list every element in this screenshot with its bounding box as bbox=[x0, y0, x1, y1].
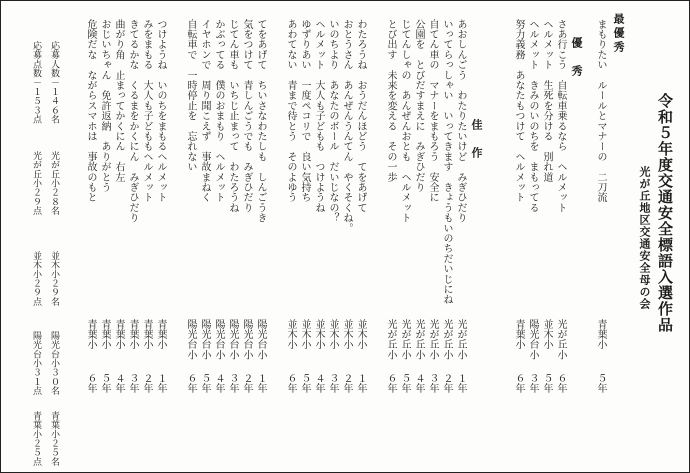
school-name: 並木小 bbox=[299, 319, 310, 350]
slogan-text: あおしんごう わたりたいけど みぎひだり bbox=[455, 19, 466, 223]
grade-label: ６年 bbox=[555, 373, 566, 394]
section-heading-excellent: 優 秀 bbox=[570, 37, 583, 79]
school-name: 青葉小 bbox=[155, 319, 166, 350]
grade-label: ５年 bbox=[299, 373, 310, 394]
entries-school: 並木小２９点 bbox=[31, 251, 41, 307]
slogan-text: あわてない 青まで待とう そのよゆう bbox=[285, 19, 296, 203]
school-name: 青葉小 bbox=[99, 319, 110, 350]
school-name: 陽光台小 bbox=[255, 319, 266, 360]
slogan-text: 公園を とびだすまえに みぎひだり bbox=[413, 19, 424, 193]
school-name: 陽光台小 bbox=[227, 319, 238, 360]
slogan-text: じてん車も いちじ止まって わたろうね bbox=[227, 19, 238, 213]
grade-label: ３年 bbox=[227, 373, 238, 394]
grade-label: ３年 bbox=[327, 373, 338, 394]
slogan-text: とび出す 未来を変える その一歩 bbox=[385, 19, 396, 183]
entries-school: 光が丘小２９点 bbox=[31, 151, 41, 216]
school-name: 青葉小 bbox=[513, 319, 524, 350]
grade-label: ５年 bbox=[595, 373, 606, 394]
school-name: 光が丘小 bbox=[413, 319, 424, 360]
grade-label: ２年 bbox=[341, 373, 352, 394]
slogan-text: みをまもる 大人も子どももヘルメット bbox=[141, 19, 152, 203]
school-name: 光が丘小 bbox=[441, 319, 452, 360]
school-name: 青葉小 bbox=[595, 319, 606, 350]
grade-label: ４年 bbox=[313, 373, 324, 394]
school-name: 青葉小 bbox=[113, 319, 124, 350]
grade-label: ３年 bbox=[127, 373, 138, 394]
school-name: 並木小 bbox=[341, 319, 352, 350]
grade-label: ４年 bbox=[213, 373, 224, 394]
grade-label: １年 bbox=[355, 373, 366, 394]
grade-label: １年 bbox=[455, 373, 466, 394]
grade-label: ５年 bbox=[199, 373, 210, 394]
grade-label: ４年 bbox=[113, 373, 124, 394]
school-name: 陽光台小 bbox=[527, 319, 538, 360]
slogan-text: ヘルメット 大人も子どもも つけようね bbox=[313, 19, 324, 213]
grade-label: ６年 bbox=[85, 373, 96, 394]
slogan-text: わたろうね おうだんほどう てをあげて bbox=[355, 19, 366, 213]
school-name: 並木小 bbox=[541, 319, 552, 350]
grade-label: ５年 bbox=[99, 373, 110, 394]
applicants-total: 応募人数－１４６名 bbox=[49, 41, 59, 124]
grade-label: ２年 bbox=[441, 373, 452, 394]
grade-label: ３年 bbox=[527, 373, 538, 394]
school-name: 青葉小 bbox=[141, 319, 152, 350]
grade-label: ４年 bbox=[413, 373, 424, 394]
school-name: 陽光台小 bbox=[185, 319, 196, 360]
slogan-text: さあ行こう 自転車乗るなら ヘルメット bbox=[555, 19, 566, 213]
grade-label: ２年 bbox=[141, 373, 152, 394]
slogan-text: イヤホンで 周り聞こえず 事故まねく bbox=[199, 19, 210, 203]
school-name: 陽光台小 bbox=[213, 319, 224, 360]
school-name: 並木小 bbox=[355, 319, 366, 350]
school-name: 青葉小 bbox=[127, 319, 138, 350]
applicants-school: 光が丘小２８名 bbox=[49, 151, 59, 216]
grade-label: ２年 bbox=[241, 373, 252, 394]
grade-label: ６年 bbox=[285, 373, 296, 394]
section-heading-grand-prize: 最優秀 bbox=[612, 13, 625, 55]
grade-label: ６年 bbox=[385, 373, 396, 394]
slogan-text: 自転車で 一時停止を 忘れない bbox=[185, 19, 196, 172]
slogan-text: かぶってる 僕のおまもり ヘルメット bbox=[213, 19, 224, 203]
school-name: 陽光台小 bbox=[241, 319, 252, 360]
slogan-text: まもりたい ルールとマナーの 二刀流 bbox=[595, 19, 606, 203]
school-name: 陽光台小 bbox=[199, 319, 210, 360]
school-name: 並木小 bbox=[327, 319, 338, 350]
slogan-text: おじいちゃん 免許返納 ありがとう bbox=[99, 19, 110, 193]
slogan-text: いってらっしゃい いってきます きょうもいのちだいじにね bbox=[441, 19, 452, 305]
section-heading-good: 佳 作 bbox=[470, 119, 483, 161]
grade-label: ３年 bbox=[427, 373, 438, 394]
grade-label: １年 bbox=[155, 373, 166, 394]
applicants-school: 陽光台小３０名 bbox=[49, 331, 59, 396]
slogan-text: 曲がり角 止まってかくにん 右左 bbox=[113, 19, 124, 183]
grade-label: ６年 bbox=[513, 373, 524, 394]
applicants-school: 青葉小２５名 bbox=[49, 411, 59, 467]
slogan-text: 努力義務 あなたもつけて ヘルメット bbox=[513, 19, 524, 203]
school-name: 光が丘小 bbox=[399, 319, 410, 360]
document-title: 令和５年度交通安全標語入選作品 bbox=[656, 93, 674, 333]
slogan-text: 自てん車の マナーをまもろう 安全に bbox=[427, 19, 438, 203]
grade-label: ５年 bbox=[541, 373, 552, 394]
slogan-text: ゆずりあい 一度ペコリで 良い気持ち bbox=[299, 19, 310, 203]
school-name: 光が丘小 bbox=[555, 319, 566, 360]
slogan-text: ヘルメット きみのいのちを まもってる bbox=[527, 19, 538, 213]
grade-label: ６年 bbox=[185, 373, 196, 394]
entries-school: 青葉小２５点 bbox=[31, 411, 41, 467]
school-name: 光が丘小 bbox=[385, 319, 396, 360]
grade-label: ５年 bbox=[399, 373, 410, 394]
slogan-text: ヘルメット 生死を分ける 別れ道 bbox=[541, 19, 552, 183]
school-name: 光が丘小 bbox=[455, 319, 466, 360]
entries-total: 応募点数－１５３点 bbox=[31, 41, 41, 124]
applicants-school: 並木小２９名 bbox=[49, 251, 59, 307]
school-name: 光が丘小 bbox=[427, 319, 438, 360]
slogan-text: きてるかな くるまをかくにん みぎひだり bbox=[127, 19, 138, 223]
slogan-text: 危険だな ながらスマホは 事故のもと bbox=[85, 19, 96, 203]
slogan-text: 気をつけて 青しんごうでも みぎひだり bbox=[241, 19, 252, 213]
slogan-text: つけようね いのちをまもるヘルメット bbox=[155, 19, 166, 203]
entries-school: 陽光台小３１点 bbox=[31, 331, 41, 396]
slogan-text: てをあげて ちいさなわたしも しんごうき bbox=[255, 19, 266, 223]
school-name: 並木小 bbox=[285, 319, 296, 350]
slogan-text: おとうさん あんぜんうんてん やくそくね。 bbox=[341, 19, 352, 234]
school-name: 青葉小 bbox=[85, 319, 96, 350]
grade-label: １年 bbox=[255, 373, 266, 394]
slogan-text: いのちより あなたのボール だいじなの？ bbox=[327, 19, 338, 223]
organizer-name: 光が丘地区交通安全母の会 bbox=[638, 166, 651, 310]
slogan-text: じてんしゃの あんぜんおとも ヘルメット bbox=[399, 19, 410, 223]
school-name: 並木小 bbox=[313, 319, 324, 350]
